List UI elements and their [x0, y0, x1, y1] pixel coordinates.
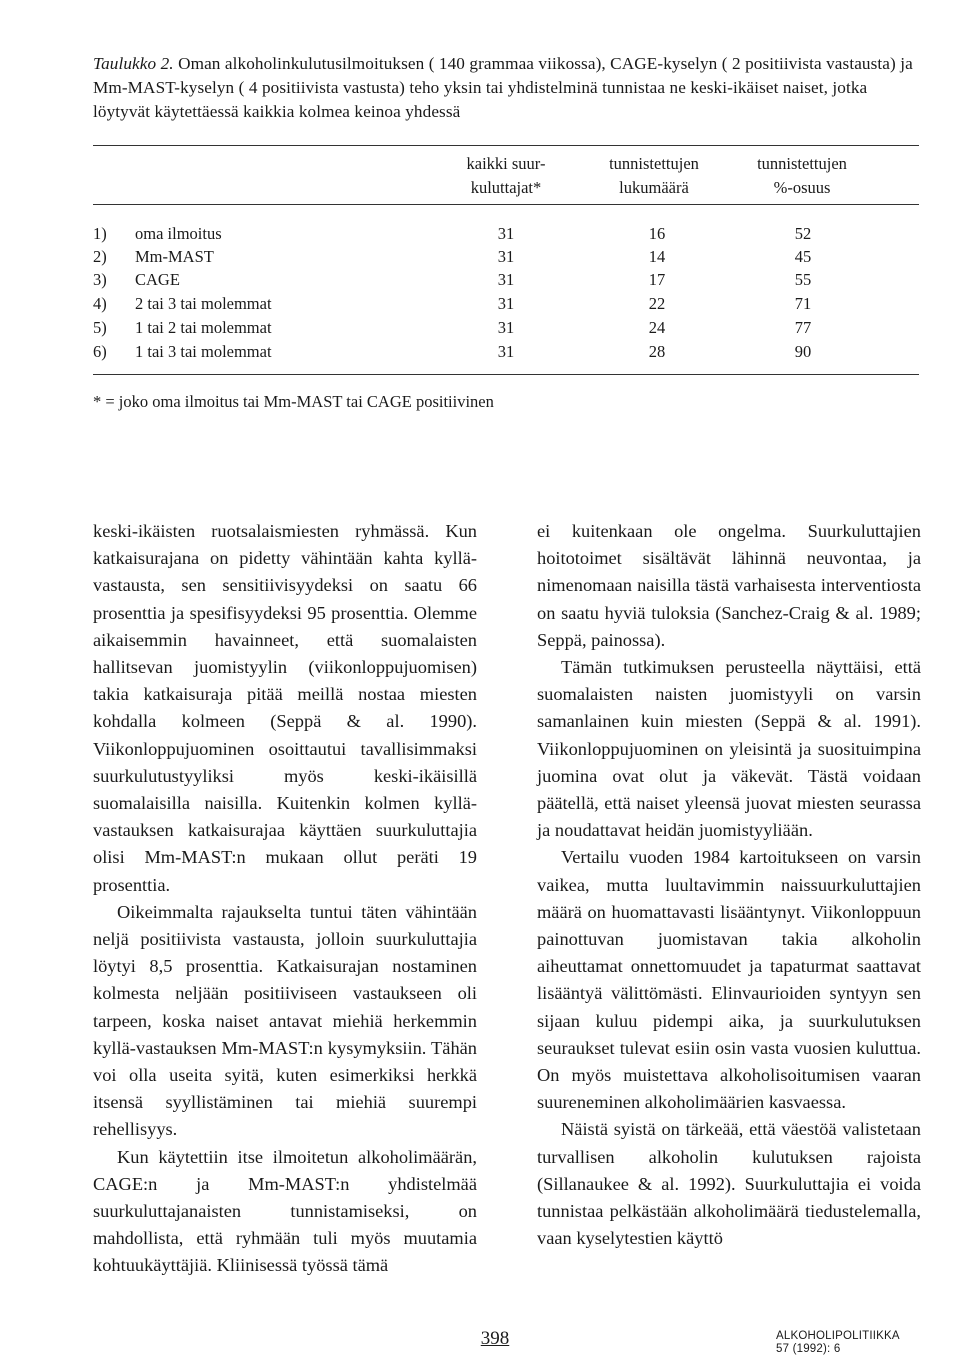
- table-footnote: * = joko oma ilmoitus tai Mm-MAST tai CAGE positiivinen: [93, 392, 494, 411]
- row-percent: 45: [794, 247, 812, 266]
- table-row: [93, 316, 919, 339]
- table-row: [93, 292, 919, 315]
- journal-info: [776, 1330, 926, 1356]
- row-label: 2 tai 3 tai molemmat: [135, 294, 272, 313]
- row-count: 24: [648, 318, 666, 337]
- column-header-line: kaikki suur-: [466, 154, 546, 173]
- row-count: 28: [648, 342, 666, 361]
- row-count: 22: [648, 294, 666, 313]
- paragraph: ei kuitenkaan ole ongelma. Suurkuluttajien hoitotoimet sisältävät lähinnä neuvontaa, ja nimenomaan naisilla tästä varhaisesta interventiosta on saatu hyviä tuloksia (Sanchez-Craig & al. 1989; Seppä, painossa).: [537, 521, 921, 650]
- row-total: 31: [497, 247, 515, 266]
- caption-label: Taulukko 2.: [93, 54, 174, 73]
- paragraph: Kun käytettiin itse ilmoitetun alkoholimäärän, CAGE:n ja Mm-MAST:n yhdistelmää suurkuluttajanaisten tunnistamiseksi, on mahdollista, että ryhmään tuli myös muutamia kohtuukäyttäjiä. Kliinisessä työssä tämä: [93, 1146, 477, 1276]
- row-number: 5): [93, 318, 107, 337]
- row-total: 31: [497, 342, 515, 361]
- row-label: 1 tai 3 tai molemmat: [135, 342, 272, 361]
- table-top-rule: [93, 145, 919, 146]
- paragraph: keski-ikäisten ruotsalaismiesten ryhmässä. Kun katkaisurajana on pidetty vähintään kahta kyllä-vastausta, sen sensitiivisyydeksi on saatu 66 prosenttia ja spesifisyydeksi 95 prosenttia. Olemme aikaisemmin havainneet, että suomalaisten hallitsevan juomistyylin (viikonloppujuomisen) takia katkaisuraja pitää meillä nostaa miesten kohdalla kolmeen (Seppä & al. 1990). Viikonloppujuominen osoittautui tavallisimmaksi suurkulutustyyliksi myös keski-ikäisillä suomalaisilla naisilla. Kuitenkin kolmen kyllä-vastauksen katkaisurajaa käyttäen suurkuluttajia olisi Mm-MAST:n mukaan ollut peräti 19 prosenttia.: [93, 521, 477, 895]
- row-label: oma ilmoitus: [135, 224, 222, 243]
- row-percent: 52: [794, 224, 812, 243]
- column-header-line: tunnistettujen: [609, 154, 699, 173]
- table-row: [93, 340, 919, 363]
- row-total: 31: [497, 224, 515, 243]
- table-caption: [93, 52, 923, 124]
- row-count: 16: [648, 224, 666, 243]
- paragraph: Vertailu vuoden 1984 kartoitukseen on varsin vaikea, mutta luultavimmin naissuurkuluttajien määrä on huomattavasti lisääntynyt. Viikonloppuun painottuvan juomistavan takia alkoholin aiheuttamat onnettomuudet ja tapaturmat saattavat lisääntyä välittömästi. Elinvaurioiden syntyyn sen sijaan kuluu pidempi aika, ja suurkulutuksen seuraukset tulevat esiin osin vasta vuosien kuluttua. On myös muistettava alkoholisoitumisen vaaran suureneminen alkoholimäärien kasvaessa.: [537, 847, 921, 1113]
- row-number: 6): [93, 342, 107, 361]
- table-row: [93, 268, 919, 291]
- column-header-percent: [712, 152, 892, 200]
- row-total: 31: [497, 318, 515, 337]
- journal-name: ALKOHOLIPOLITIIKKA: [776, 1330, 900, 1342]
- row-percent: 55: [794, 270, 812, 289]
- row-percent: 77: [794, 318, 812, 337]
- row-label: Mm-MAST: [135, 247, 214, 266]
- caption-text: Oman alkoholinkulutusilmoituksen ( 140 grammaa viikossa), CAGE-kyselyn ( 2 positiivista vastausta) ja Mm-MAST-kyselyn ( 4 positiivista vastusta) teho yksin tai yhdistelminä tunnistaa ne keski-ikäiset naiset, jotka löytyvät käytettäessä kaikkia kolmea keinoa yhdessä: [93, 54, 913, 121]
- row-label: CAGE: [135, 270, 180, 289]
- table-row: [93, 222, 919, 245]
- paragraph: Tämän tutkimuksen perusteella näyttäisi, että suomalaisten naisten juomistyyli on varsin samanlainen kuin miesten (Seppä & al. 1991). Viikonloppujuominen on yleisintä ja suosituimpina juomina ovat olut ja väkevät. Tästä voidaan päätellä, että naiset yleensä juovat miesten seurassa ja noudattavat heidän juomistyyliään.: [537, 657, 921, 841]
- row-number: 2): [93, 247, 107, 266]
- table-bottom-rule: [93, 374, 919, 375]
- table-header-rule: [93, 204, 919, 205]
- page-number: 398: [480, 1328, 510, 1349]
- row-percent: 71: [794, 294, 812, 313]
- body-column-left: [93, 518, 477, 1280]
- column-header-line: tunnistettujen: [757, 154, 847, 173]
- row-total: 31: [497, 294, 515, 313]
- column-header-line: %-osuus: [773, 178, 831, 197]
- row-percent: 90: [794, 342, 812, 361]
- paragraph: Oikeimmalta rajaukselta tuntui täten vähintään neljä positiivista vastausta, jolloin suurkuluttajia löytyi 8,5 prosenttia. Katkaisurajan nostaminen kolmesta neljään positiiviseen vastaukseen oli tarpeen, koska naiset antavat miehiä herkemmin kyllä-vastauksen Mm-MAST:n kysymyksiin. Tähän voi olla useita syitä, kuten esimerkiksi herkkä itsensä syyllistäminen tai miehiä suurempi rehellisyys.: [93, 901, 477, 1140]
- column-header-line: kuluttajat*: [470, 178, 542, 197]
- row-total: 31: [497, 270, 515, 289]
- row-count: 17: [648, 270, 666, 289]
- journal-issue: 57 (1992): 6: [776, 1343, 841, 1355]
- row-number: 3): [93, 270, 107, 289]
- row-number: 1): [93, 224, 107, 243]
- body-column-right: [537, 518, 921, 1252]
- row-number: 4): [93, 294, 107, 313]
- paragraph: Näistä syistä on tärkeää, että väestöä valistetaan turvallisen alkoholin kulutuksen rajoista (Sillanaukee & al. 1992). Suurkuluttajia ei voida tunnistaa pelkästään alkoholimäärä tiedustelemalla, vaan kyselytestien käyttö: [537, 1119, 921, 1249]
- table-row: [93, 245, 919, 268]
- row-count: 14: [648, 247, 666, 266]
- column-header-line: lukumäärä: [619, 178, 689, 197]
- row-label: 1 tai 2 tai molemmat: [135, 318, 272, 337]
